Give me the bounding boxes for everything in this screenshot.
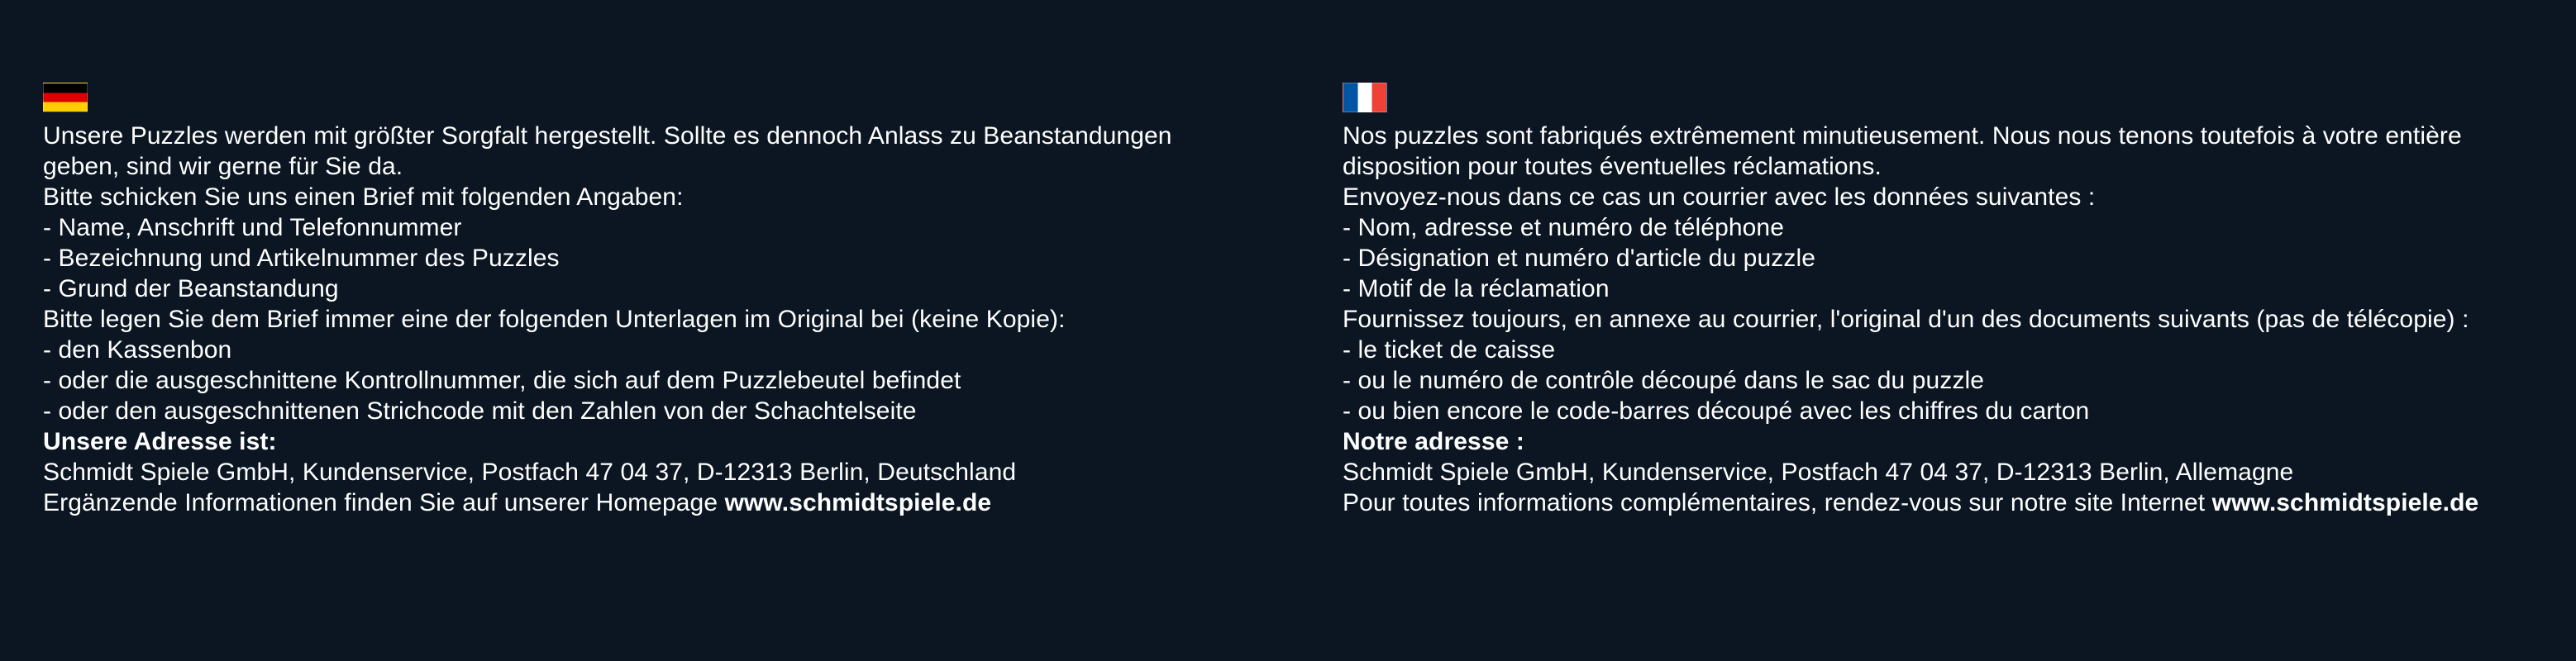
german-line-8: - oder die ausgeschnittene Kontrollnummer, die sich auf dem Puzzlebeutel befindet (43, 367, 961, 394)
german-line-6: Bitte legen Sie dem Brief immer eine der folgenden Unterlagen im Original bei (keine Kopie): (43, 306, 1066, 333)
french-line-9: - ou bien encore le code-barres découpé avec les chiffres du carton (1343, 397, 2090, 425)
flag-germany-icon (43, 83, 88, 112)
french-line-6: Fournissez toujours, en annexe au courrier, l'original d'un des documents suivants (pas de télécopie) : (1343, 306, 2469, 333)
german-address: Schmidt Spiele GmbH, Kundenservice, Postfach 47 04 37, D-12313 Berlin, Deutschland (43, 459, 1017, 486)
french-line-3: - Nom, adresse et numéro de téléphone (1343, 214, 1785, 241)
french-homepage-prefix: Pour toutes informations complémentaires, rendez-vous sur notre site Internet (1343, 489, 2212, 516)
french-line-5: - Motif de la réclamation (1343, 275, 1610, 302)
french-homepage-url[interactable]: www.schmidtspiele.de (2211, 489, 2479, 516)
french-line-0: Nos puzzles sont fabriqués extrêmement minutieusement. Nous nous tenons toutefois à votre entière (1343, 122, 2462, 150)
german-column (43, 83, 1316, 518)
german-line-1: geben, sind wir gerne für Sie da. (43, 153, 403, 180)
german-line-3: - Name, Anschrift und Telefonnummer (43, 214, 462, 241)
french-line-4: - Désignation et numéro d'article du puzzle (1343, 245, 1815, 272)
german-homepage-line (43, 487, 1316, 518)
french-line-8: - ou le numéro de contrôle découpé dans le sac du puzzle (1343, 367, 1985, 394)
flag-france-icon (1343, 83, 1387, 112)
french-line-2: Envoyez-nous dans ce cas un courrier avec les données suivantes : (1343, 183, 2096, 211)
german-line-5: - Grund der Beanstandung (43, 275, 339, 302)
french-homepage-line (1343, 487, 2566, 518)
french-line-7: - le ticket de caisse (1343, 336, 1556, 364)
french-address: Schmidt Spiele GmbH, Kundenservice, Postfach 47 04 37, D-12313 Berlin, Allemagne (1343, 459, 2294, 486)
german-homepage-url[interactable]: www.schmidtspiele.de (724, 489, 992, 516)
german-line-9: - oder den ausgeschnittenen Strichcode mit den Zahlen von der Schachtelseite (43, 397, 917, 425)
german-line-7: - den Kassenbon (43, 336, 232, 364)
german-line-4: - Bezeichnung und Artikelnummer des Puzzles (43, 245, 560, 272)
french-address-heading: Notre adresse : (1343, 428, 1524, 455)
french-column (1343, 83, 2566, 518)
german-homepage-prefix: Ergänzende Informationen finden Sie auf unserer Homepage (43, 489, 725, 516)
german-line-2: Bitte schicken Sie uns einen Brief mit folgenden Angaben: (43, 183, 684, 211)
french-line-1: disposition pour toutes éventuelles réclamations. (1343, 153, 1882, 180)
german-address-heading: Unsere Adresse ist: (43, 428, 277, 455)
german-line-0: Unsere Puzzles werden mit größter Sorgfalt hergestellt. Sollte es dennoch Anlass zu Beanstandungen (43, 122, 1172, 150)
